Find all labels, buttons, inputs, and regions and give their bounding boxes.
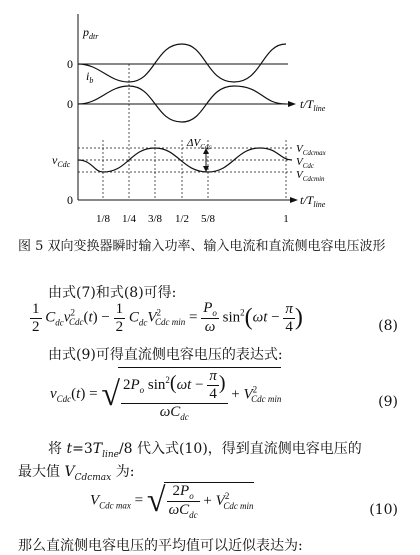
axis-label-ib: $t/T_{line}$ — [300, 97, 326, 113]
figure-caption: 图 5 双向变换器瞬时输入功率、输入电流和直流侧电容电压波形 — [18, 239, 386, 254]
zero-ib: 0 — [67, 97, 73, 111]
tick-label: 5/8 — [200, 213, 216, 225]
equation-9-number: (9) — [378, 394, 398, 410]
tick-label: 1/2 — [174, 213, 190, 225]
arrow-ib — [288, 101, 296, 107]
label-vmin: $V_{Cdcmin}$ — [296, 169, 325, 183]
tick-label: 1 — [283, 213, 289, 225]
equation-8-number: (8) — [378, 318, 398, 334]
label-vmax: $V_{Cdcmax}$ — [296, 143, 326, 157]
equation-10: $V_{Cdc max}$ = √ $\frac{2P_o}{\omega C_{dc}}$ + $V^2_{Cdc min}$ — [90, 482, 254, 520]
tick-label: 1/4 — [121, 213, 137, 225]
zero-pdtr: 0 — [67, 57, 73, 71]
equation-8: $\frac{1}{2}$ $C_{dc}v^2_{Cdc}(t)$ − $\frac{1}{2}$ $C_{dc}V^2_{Cdc min}$ = $\frac{P_o}{\omega}$ $\sin^2(\omega t$ − $\frac{\pi}{4}$ ) — [32, 300, 303, 335]
paragraph-5: 那么直流侧电容电压的平均值可以近似表达为: — [18, 538, 303, 554]
label-ib: $i_b$ — [86, 69, 94, 85]
label-vdc: $V_{Cdc}$ — [296, 156, 315, 170]
equation-9: $v_{Cdc}(t)$ = √ $2P_o$ $\sin^2(\omega t$ − $\frac{\pi}{4}$ ) $\omega C_{dc}$ + $V^2_{Cdc min}$ — [50, 368, 282, 422]
waveform-figure — [0, 0, 420, 232]
equation-10-number: (10) — [369, 502, 398, 518]
arrow-main — [290, 197, 298, 203]
paragraph-2: 由式(9)可得直流侧电容电压的表达式: — [48, 347, 283, 363]
zero-main: 0 — [67, 193, 73, 207]
paragraph-3: 将 $t=3T_{line}/8$ 代入式(10)，得到直流侧电容电压的 — [48, 441, 362, 460]
tick-label: 3/8 — [147, 213, 163, 225]
label-vcdc: $v_{Cdc}$ — [52, 153, 71, 169]
tick-guides — [103, 64, 286, 200]
label-pdtr: $p_{dtr}$ — [83, 25, 99, 41]
tick-label: 1/8 — [95, 213, 111, 225]
pdtr-waveform — [78, 44, 286, 82]
label-delta: $\Delta V_{Cdc}$ — [187, 137, 212, 151]
axis-label-main: $t/T_{line}$ — [300, 193, 326, 209]
paragraph-1: 由式(7)和式(8)可得: — [48, 285, 177, 301]
paragraph-4: 最大值 $V_{Cdcmax}$ 为: — [18, 464, 135, 483]
